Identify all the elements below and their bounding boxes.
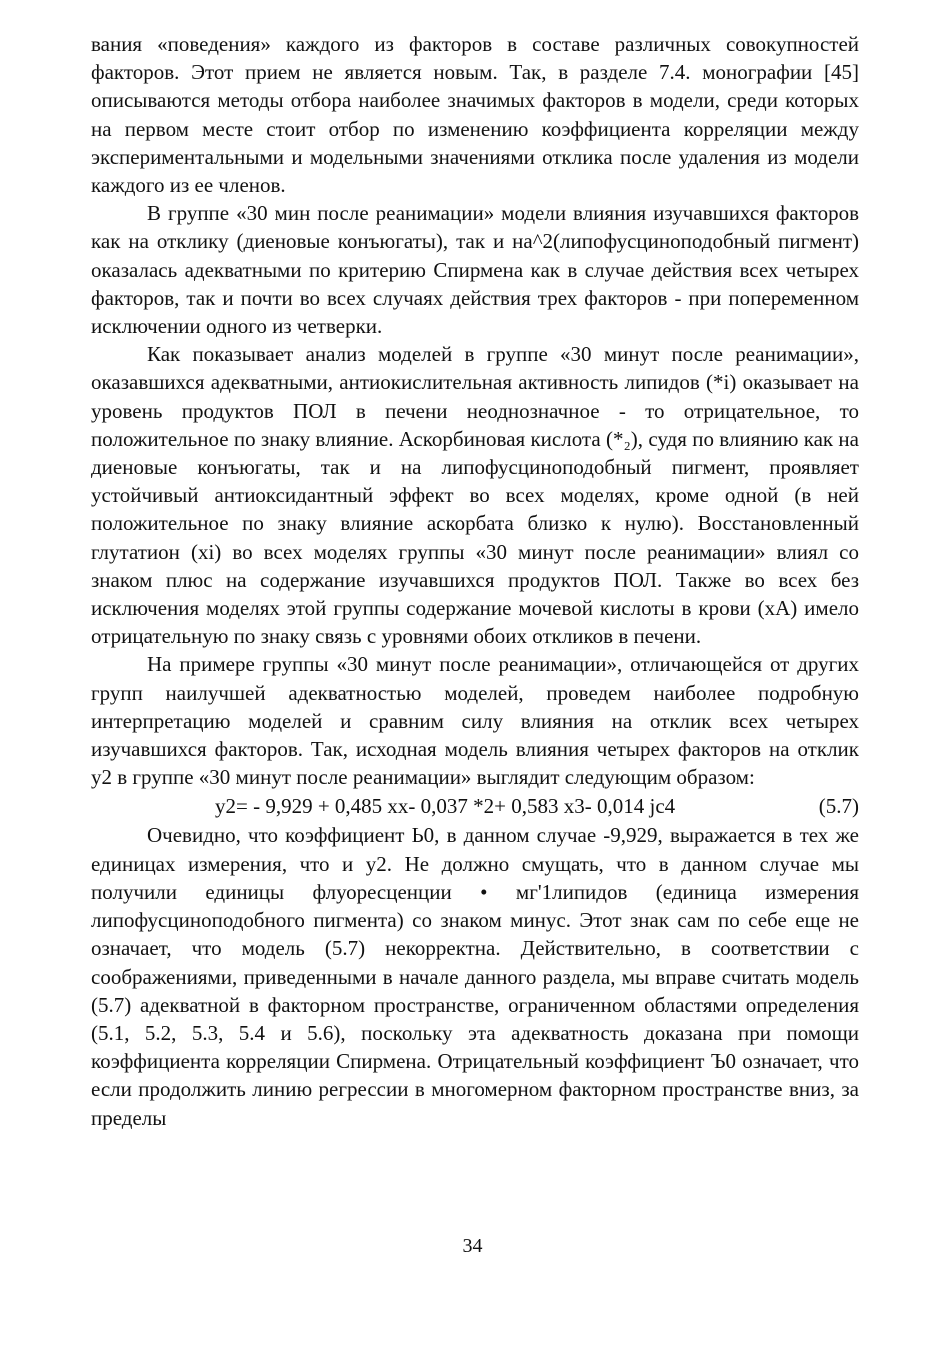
equation-number: (5.7) [818,794,859,819]
equation-5-7 [91,791,859,821]
paragraph-1: вания «поведения» каждого из факторов в составе различных совокупностей факторов. Этот прием не является новым. Так, в разделе 7.4. монографии [45] описываются методы отбора наиболее значимых факторов в модели, среди которых на первом месте стоит отбор по изменению коэффициента корреляции между экспериментальными и модельными значениями отклика после удаления из модели каждого из ее членов. [91,32,859,198]
equation-formula: y2= - 9,929 + 0,485 xx- 0,037 *2+ 0,583 x3- 0,014 jc4 [215,794,676,819]
paragraph-2: В группе «30 мин после реанимации» модели влияния изучавшихся факторов как на отклику (диеновые конъюгаты), так и на^2(липофусциноподобный пигмент) оказалась адекватными по критерию Спирмена как в случае действия всех четырех факторов, так и почти во всех случаях действия трех факторов - при попеременном исключении одного из четверки. [91,201,859,339]
paragraph-3: Как показывает анализ моделей в группе «30 минут после реанимации», оказавшихся адекватными, антиокислительная активность липидов (*i) оказывает на уровень продуктов ПОЛ в печени неоднозначное - то отрицательное, то положительное по знаку влияние. Аскорбиновая кислота (*₂), судя по влиянию как на диеновые конъюгаты, так и на липофусциноподобный пигмент, проявляет устойчивый антиоксидантный эффект во всех моделях, кроме одной (в ней положительное по знаку влияние аскорбата близко к нулю). Восстановленный глутатион (xi) во всех моделях группы «30 минут после реанимации» влиял со знаком плюс на содержание изучавшихся продуктов ПОЛ. Также во всех без исключения моделях этой группы содержание мочевой кислоты в крови (xA) имело отрицательную по знаку связь с уровнями обоих откликов в печени. [91,342,859,649]
paragraph-4: На примере группы «30 минут после реанимации», отличающейся от других групп наилучшей адекватностью моделей, проведем наиболее подробную интерпретацию моделей и сравним силу влияния на отклик всех четырех изучавшихся факторов. Так, исходная модель влияния четырех факторов на отклик y2 в группе «30 минут после реанимации» выглядит следующим образом: [91,652,859,790]
paragraph-5: Очевидно, что коэффициент Ь0, в данном случае -9,929, выражается в тех же единицах измерения, что и y2. Не должно смущать, что в данном случае мы получили единицы флуоресценции • мг'1липидов (единица измерения липофусциноподобного пигмента) со знаком минус. Этот знак сам по себе еще не означает, что модель (5.7) некорректна. Действительно, в соответствии с соображениями, приведенными в начале данного раздела, мы вправе считать модель (5.7) адекватной в факторном пространстве, ограниченном областями определения (5.1, 5.2, 5.3, 5.4 и 5.6), поскольку эта адекватность доказана при помощи коэффициента корреляции Спирмена. Отрицательный коэффициент Ъ0 означает, что если продолжить линию регрессии в многомерном факторном пространстве вниз, за пределы [91,823,859,1130]
document-page [91,30,859,1132]
page-number: 34 [462,1235,483,1257]
